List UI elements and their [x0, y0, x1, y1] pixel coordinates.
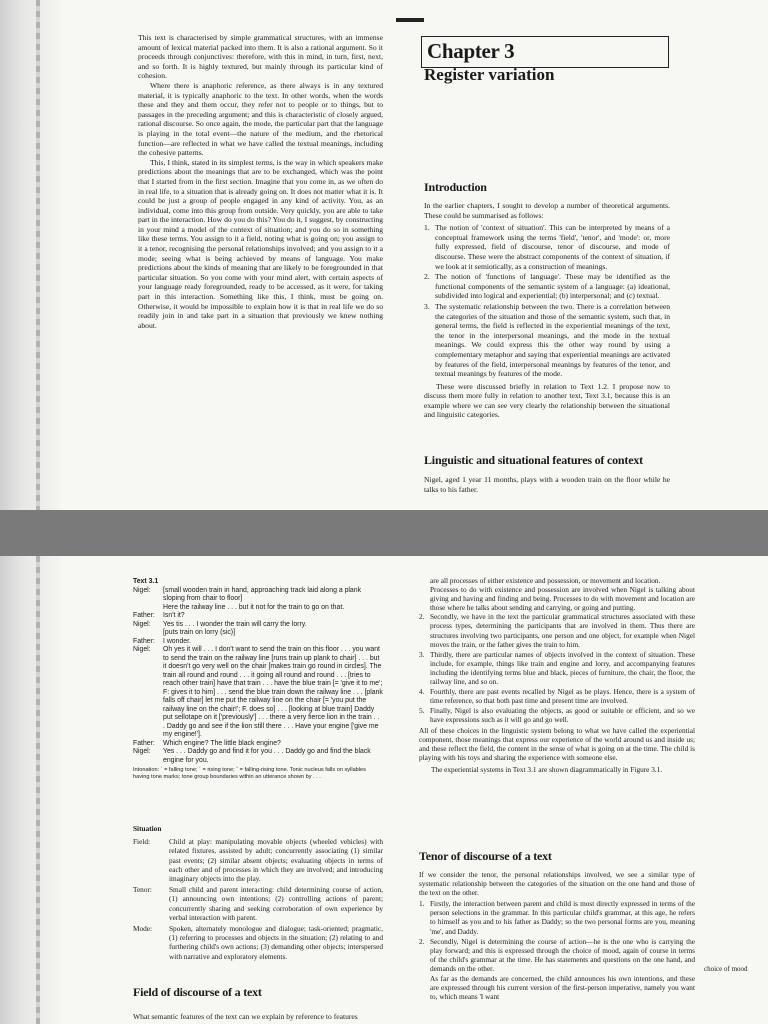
page-binding-shadow	[0, 0, 60, 510]
text-label: Text 3.1	[133, 578, 159, 585]
chapter-title: Register variation	[424, 65, 555, 84]
right-column-text	[424, 201, 670, 420]
paragraph: This text is characterised by simple grammatical structures, with an immense amount of lexical material packed into them. It is also a rational argument. So it proceeds through conjunctives: therefore, with this in mind, in turn, first, next, and so forth. It is highly textured, but mainly through its particular kind of cohesion.	[138, 33, 383, 81]
tenor-text	[419, 870, 695, 1001]
dialogue-row: Nigel: Yes tis . . . I wonder the train will carry the lorry.	[133, 620, 307, 628]
section-text	[424, 475, 670, 494]
situation-row: Field: Child at play: manipulating movable objects (wheeled vehicles) with related fixtures, assisted by adult; concurrently associating (1) similar past events; (2) similar absent objects; evaluating objects in terms of each other and of processes in which they are involved; and introducing imaginary objects into the play.	[133, 837, 383, 884]
paragraph: Where there is anaphoric reference, as there always is in any textured material, it is typically anaphoric to the text. In other words, when the words these and they and them occur, they refer not to people or to things, but to passages in the preceding argument; and this is characteristic of closely argued, rational discourse. So once again, the mode, the particular part that the language is playing in the total event—the nature of the medium, and the rhetorical function—are reflected in what we have called the textual meanings, including the cohesive patterns.	[138, 80, 383, 158]
section-heading-introduction: Introduction	[424, 180, 487, 194]
situation-row: Tenor: Small child and parent interacting: child determining course of action, (1) announcing own intentions; (2) controlling actions of parent; concurrently sharing and seeking corroboration of own experience by verbal interaction with parent.	[133, 885, 383, 922]
section-text	[133, 1012, 383, 1022]
top-book-page	[0, 0, 768, 510]
paragraph: The experiential systems in Text 3.1 are shown diagrammatically in Figure 3.1.	[431, 764, 663, 774]
list-item: 2. Secondly, we have in the text the particular grammatical structures associated with these process types, determining the participants that are involved in them. Thus there are structures involving two participants, one person and one object, for example when Nigel moves the train, or the father gives the train to him.	[419, 612, 695, 649]
dialogue-row: Father: Which engine? The little black engine?	[133, 739, 281, 747]
tenor-list	[419, 899, 695, 973]
dialogue-row: Nigel: Oh yes it will . . . I don't want to send the train on this floor . . . you want to send the train on the railway line [runs train up plank to chair] . . . but it doesn't go very well on the chair [makes train go round in circles]. The train all round and round . . . it going all round and round . . . [tries to reach other train] have that train . . . have the blue train [= 'give it to me'; F: gives it to him] . . . send the blue train down the railway line . . . [plank falls off chair] let me put the railway line on the chair [= 'you put the railway line on the chair!'; F. does so] . . . [looking at blue train] Daddy put sellotape on it ['previously'] . . . there a very fierce lion in the train . . . Daddy go and see if the lion still there . . . Have your engine ['give me my engine!'].	[133, 646, 383, 738]
list-item: 5. Finally, Nigel is also evaluating the objects, as good or suitable or efficient, and so we have expressions such as it will go and go well.	[419, 706, 695, 725]
list-item: 3. Thirdly, there are particular names of objects involved in the context of situation. These include, for example, things like train and engine and lorry, and accompanying features including the identifying terms blue and black, pieces of furniture, the chair, the floor, the railway line, and so on.	[419, 649, 695, 687]
left-column-text	[138, 33, 383, 330]
dialogue-row: Nigel: Yes . . . Daddy go and find it for you . . . Daddy go and find the black engine for you.	[133, 748, 371, 764]
section-heading-tenor: Tenor of discourse of a text	[419, 849, 552, 863]
field-list	[419, 612, 695, 724]
section-heading-linguistic: Linguistic and situational features of context	[424, 453, 643, 467]
dialogue-row: Here the railway line . . . but it not for the train to go on that.	[163, 603, 345, 611]
paragraph: Nigel, aged 1 year 11 months, plays with a wooden train on the floor while he talks to his father.	[424, 475, 670, 494]
paragraph: What semantic features of the text can we explain by reference to features	[133, 1012, 358, 1021]
chapter-label: Chapter 3	[427, 39, 515, 63]
chapter-label-box	[421, 36, 669, 68]
dialogue-row: Father: Isn't it?	[133, 612, 185, 619]
list-item: 2. The notion of 'functions of language'. These may be identified as the functional components of the semantic system of a language: (a) ideational, subdivided into logical and experiential; (b) interpersonal; and (c) textual.	[424, 272, 670, 301]
text-3-1-block	[133, 578, 383, 781]
situation-block	[133, 824, 383, 963]
page-binding-shadow	[0, 556, 60, 1024]
list-item: 3. The systematic relationship between the two. There is a correlation between the categories of the situation and those of the semantic system, such that, in general terms, the field is reflected in the experiential meanings of the text, the tenor in the interpersonal meanings, and the mode in the textual meanings. We could express this the other way round by using a complementary metaphor and saying that experiential meanings are activated by features of the field, interpersonal meanings by features of the tenor, and textual meanings by features of the mode.	[424, 301, 670, 379]
intro-paragraph: In the earlier chapters, I sought to develop a number of theoretical arguments. These could be summarised as follows:	[424, 201, 670, 220]
bottom-book-page	[0, 556, 768, 1024]
situation-row: Mode: Spoken, alternately monologue and dialogue; task-oriented; pragmatic, (1) referring to processes and objects in the situation; (2) relating to and furthering child's own actions; (3) demanding other objects; interspersed with narrative and exploratory elements.	[133, 924, 383, 961]
paragraph: As far as the demands are concerned, the child announces his own intentions, and these are expressed through his current version of the first-person imperative, namely you want to, which means 'I want	[430, 974, 695, 1002]
dialogue-row: Nigel: [small wooden train in hand, approaching track laid along a plank sloping from chair to floor]	[133, 586, 362, 602]
list-item: 4. Fourthly, there are past events recalled by Nigel as he plays. Hence, there is a system of time reference, so that both past time and present time are involved.	[419, 687, 695, 706]
list-item: 1. Firstly, the interaction between parent and child is most directly expressed in terms of the person selections in the grammar. In this particular child's grammar, at this age, he refers to himself as you and to his father as Daddy; so the two personal forms are you, meaning 'me', and Daddy.	[419, 899, 695, 936]
list-item: 2. Secondly, Nigel is determining the course of action—he is the one who is carrying the play forward; and this is expressed through the choice of mood, again of course in terms of the child's grammar at the time. He has statements and questions on the one hand, and demands on the other.	[419, 936, 695, 973]
intonation-note: Intonation: ` = falling tone; ´ = rising tone; ˆ = falling-rising tone. Tonic nucleus falls on syllables having tone marks; tone group boundaries within an utterance shown by . . .	[133, 767, 366, 780]
paragraph: are all processes of either existence and possession, or movement and location.	[430, 576, 661, 585]
list-item: 1. The notion of 'context of situation'. This can be interpreted by means of a conceptual framework using the terms 'field', 'tenor', and 'mode': or, more fully expressed, field of discourse, tenor of discourse, and mode of discourse. These were the abstract components of the context of situation, if we look at it semiotically, as a construction of meanings.	[424, 223, 670, 271]
intro-list	[424, 223, 670, 379]
situation-heading: Situation	[133, 824, 162, 833]
section-heading-field: Field of discourse of a text	[133, 985, 262, 999]
right-column-text	[419, 576, 695, 774]
paragraph: This, I think, stated in its simplest terms, is the way in which speakers make predictions about the meanings that are to be exchanged, which was the point that I started from in the first section. Imagine that you come in, as we often do in real life, to a situation that is already going on. It does not matter what it is. It could be just a group of people engaged in any kind of activity. You, as an individual, come into this group from outside. Very quickly, you are able to take part in the interaction. How do you do this? You do it, I suggest, by constructing in your mind a model of the context of situation; and you do so in something like these terms. You assign to it a field, noting what is going on; you assign to it a tenor, recognising the personal relationships involved; and you assign to it a mode; seeing what is being achieved by means of language. You make predictions about the kinds of meaning that are likely to be foregrounded in that particular situation. So you come with your mind alert, with certain aspects of your language ready foregrounded, ready to be accessed, as it were, for taking part in this interaction. Something like this, I think, must be going on. Otherwise, it would be impossible to explain how it is that in real life we do so readily join in and take part in a situation that previously we knew nothing about.	[138, 157, 383, 330]
dialogue-row: Father: I wonder.	[133, 637, 191, 645]
paragraph: These were discussed briefly in relation to Text 1.2. I propose now to discuss them more fully in relation to another text, Text 3.1, because this is an example where we can see very clearly the relationship between the situational and linguistic categories.	[424, 381, 670, 420]
dialogue-row: [puts train on lorry (sic)]	[163, 629, 235, 636]
margin-note: choice of mood	[704, 965, 748, 973]
paragraph: All of these choices in the linguistic system belong to what we have called the experiential component, those meanings that express our experience of the world around us and inside us; and these reflect the field, the content in the sense of what is going on at the time. The child is playing with his toys and sharing the experience with someone else.	[419, 725, 695, 762]
paragraph: Processes to do with existence and possession are involved when Nigel is talking about giving and having and finding and being. Processes to do with movement and location are those where he talks about sending and carrying, or going and putting.	[430, 585, 695, 613]
page-edge-mark	[396, 18, 424, 22]
paragraph: If we consider the tenor, the personal relationships involved, we see a similar type of systematic relationship between the categories of the situation on the one hand and those of the text on the other.	[419, 870, 695, 898]
